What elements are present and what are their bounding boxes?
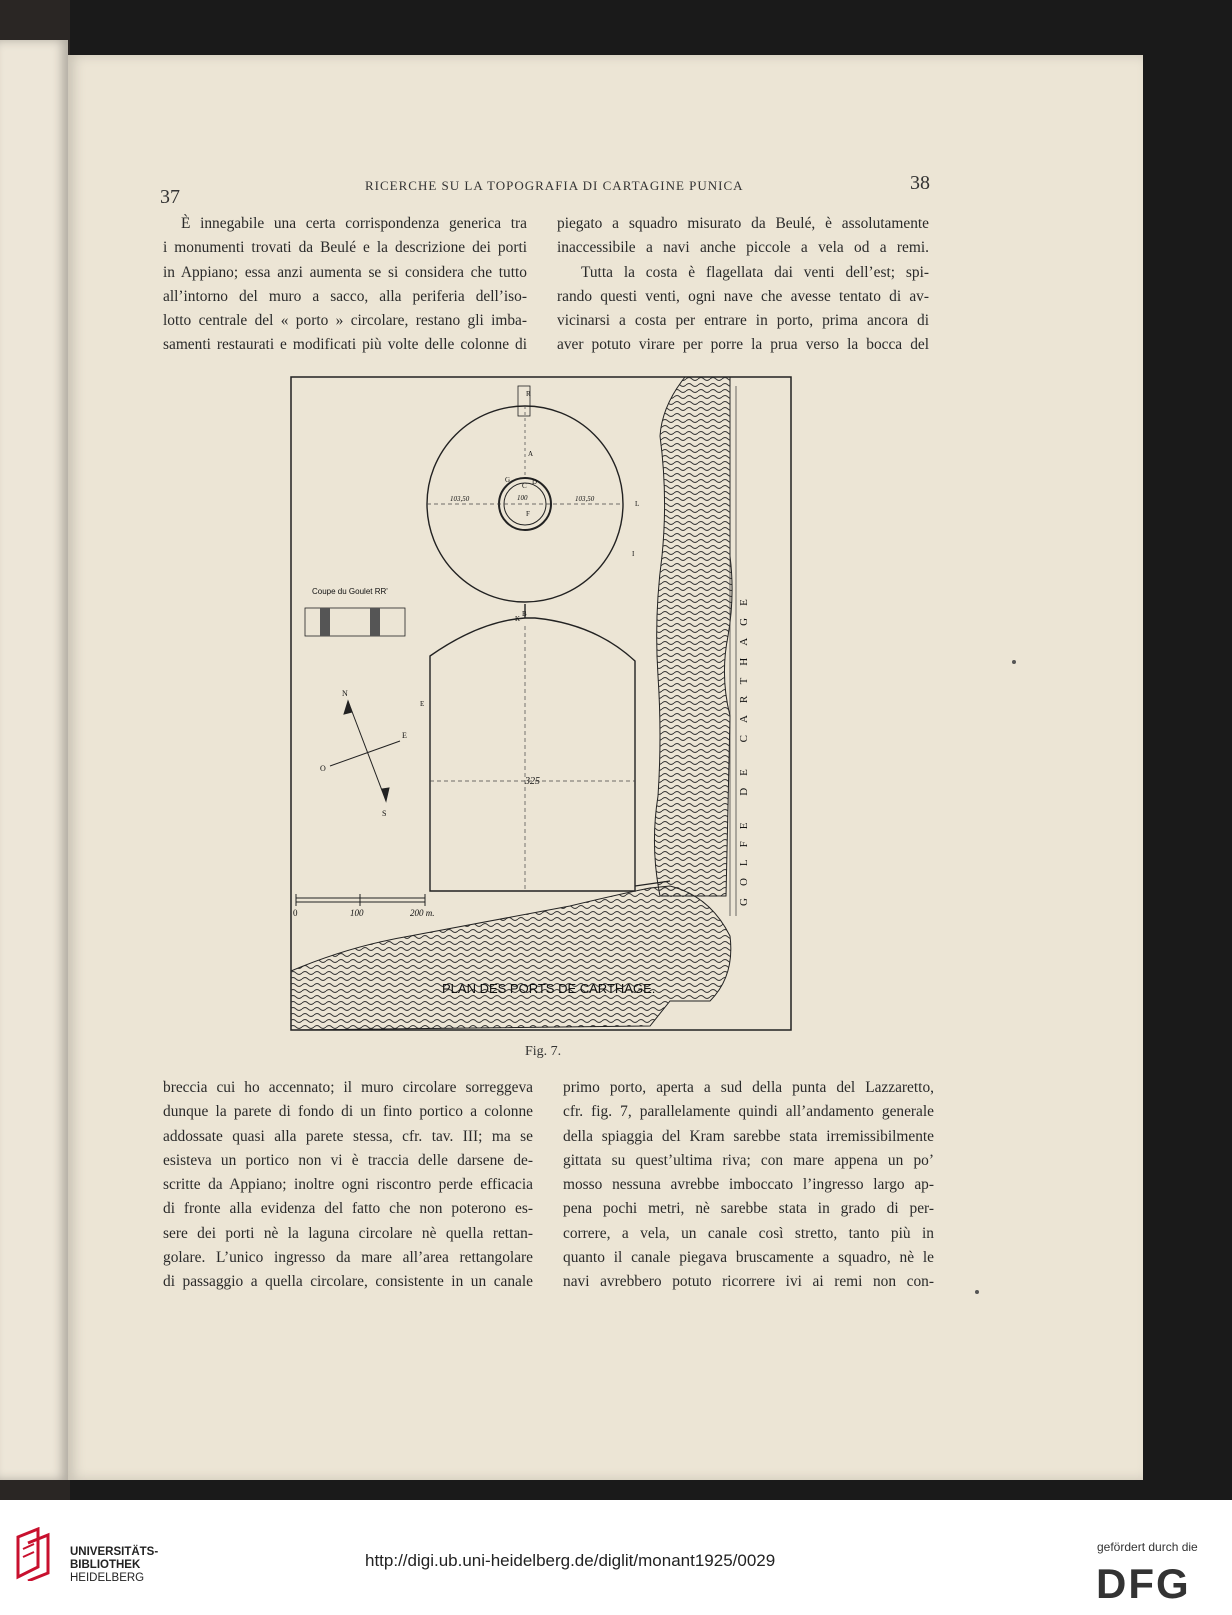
letter-f: F (526, 510, 530, 518)
funding-label: gefördert durch die (1097, 1540, 1198, 1554)
text-line: quanto il canale piegava bruscamente a squadro, nè le (563, 1249, 934, 1267)
university-library-logo-icon (14, 1527, 64, 1581)
text-line: sere dei porti nè la laguna circolare nè quella rettan- (163, 1224, 533, 1242)
scale-label-0: 0 (293, 908, 298, 918)
text-line: di passaggio a quella circolare, consistente in un canale (163, 1273, 533, 1291)
dimension-325: 325 (525, 776, 540, 787)
text-line: golare. L’unico ingresso da mare all’area rettangolare (163, 1249, 533, 1267)
text-line: di fronte alla evidenza del fatto che non poterono es- (163, 1200, 533, 1218)
figure-caption: Fig. 7. (525, 1044, 562, 1059)
text-line: all’intorno del muro a sacco, alla periferia dell’iso- (163, 287, 527, 305)
text-line: navi avrebbero potuto ricorrere ivi ai remi non con- (563, 1273, 934, 1291)
letter-a: A (528, 450, 534, 458)
coast-label: GOLFE DE CARTHAGE (738, 587, 750, 906)
previous-page-edge (0, 40, 68, 1480)
text-column-bottom-right (563, 1076, 934, 1295)
text-line: mosso nessuna avrebbe imboccato l’ingresso largo ap- (563, 1176, 934, 1194)
text-line: scritte da Appiano; inoltre ogni riscontro perde efficacia (163, 1176, 533, 1194)
text-line: vicinarsi a costa per entrare in porto, prima ancora di (557, 312, 929, 330)
letter-l: L (635, 500, 640, 508)
letter-d: D (532, 478, 538, 486)
running-title: RICERCHE SU LA TOPOGRAFIA DI CARTAGINE PUNICA (365, 178, 744, 193)
page-speck (1012, 660, 1016, 664)
text-line: in Appiano; essa anzi aumenta se si considera che tutto (163, 263, 527, 281)
dimension-left: 103,50 (450, 495, 470, 503)
compass-e: E (402, 731, 407, 740)
uni-line: UNIVERSITÄTS- (70, 1546, 159, 1558)
letter-k: K (515, 615, 521, 623)
compass-o: O (320, 764, 326, 773)
text-line: aver potuto virare per porre la prua verso la bocca del (557, 336, 929, 354)
page-speck (975, 1290, 979, 1294)
harbour-plan-figure (290, 376, 792, 1031)
left-page-number: 37 (160, 186, 180, 208)
dimension-100: 100 (517, 494, 528, 502)
figure-title: PLAN DES PORTS DE CARTHAGE. (442, 981, 656, 996)
section-label: Coupe du Goulet RR' (312, 587, 388, 596)
text-line: esisteva un portico non vi è traccia delle darsene de- (163, 1151, 533, 1169)
letter-r: R (526, 390, 531, 398)
dimension-right: 103,50 (575, 495, 595, 503)
text-column-bottom-left (163, 1076, 533, 1295)
text-line: primo porto, aperta a sud della punta del Lazzaretto, (563, 1079, 934, 1096)
text-column-top-right (557, 212, 929, 358)
uni-line: HEIDELBERG (70, 1572, 145, 1584)
text-line: dunque la parete di fondo di un finto portico a colonne (163, 1103, 533, 1121)
text-line: della spiaggia del Kram sarebbe stata irremissibilmente (563, 1127, 934, 1145)
text-line: gittata su quest’ultima riva; con mare appena un po’ (563, 1151, 934, 1169)
text-line: samenti restaurati e modificati più volte delle colonne di (163, 336, 527, 354)
text-line: piegato a squadro misurato da Beulé, è assolutamente (557, 215, 929, 232)
letter-e: E (420, 700, 425, 708)
text-line: i monumenti trovati da Beulé e la descrizione dei porti (163, 239, 527, 257)
text-line: rando questi venti, ogni nave che avesse tentato di av- (557, 287, 929, 305)
rectangular-port (430, 618, 635, 891)
university-library-name (70, 1546, 158, 1585)
letter-g: G (505, 476, 511, 484)
text-line: addossate quasi alla parete stessa, cfr. tav. III; ma se (163, 1127, 533, 1145)
text-line: correre, a vela, un canale così stretto, tanto più in (563, 1224, 934, 1242)
text-column-top-left (163, 212, 527, 358)
compass-n: N (342, 689, 348, 698)
letter-c: C (522, 482, 527, 490)
scale-label-200: 200 m. (410, 908, 435, 918)
text-line: breccia cui ho accennato; il muro circolare sorreggeva (163, 1079, 533, 1096)
text-line: cfr. fig. 7, parallelamente quindi all’andamento generale (563, 1103, 934, 1121)
scale-label-100: 100 (350, 908, 364, 918)
dfg-logo: DFG (1096, 1560, 1191, 1607)
text-line: inaccessibile a navi anche piccole a vela od a remi. (557, 239, 929, 257)
coast-right (654, 377, 732, 896)
uni-line: BIBLIOTHEK (70, 1559, 141, 1571)
text-line: È innegabile una certa corrispondenza generica tra (181, 215, 527, 232)
compass-s: S (382, 809, 387, 818)
letter-i: I (632, 550, 635, 558)
permalink-url[interactable]: http://digi.ub.uni-heidelberg.de/diglit/monant1925/0029 (365, 1551, 776, 1570)
letter-b: B (522, 610, 527, 618)
right-page-number: 38 (910, 172, 930, 194)
text-line: pena pochi metri, nè sarebbe stata in grado di per- (563, 1200, 934, 1218)
text-line: Tutta la costa è flagellata dai venti dell’est; spi- (581, 263, 929, 281)
text-line: lotto centrale del « porto » circolare, restano gli imba- (163, 312, 527, 330)
